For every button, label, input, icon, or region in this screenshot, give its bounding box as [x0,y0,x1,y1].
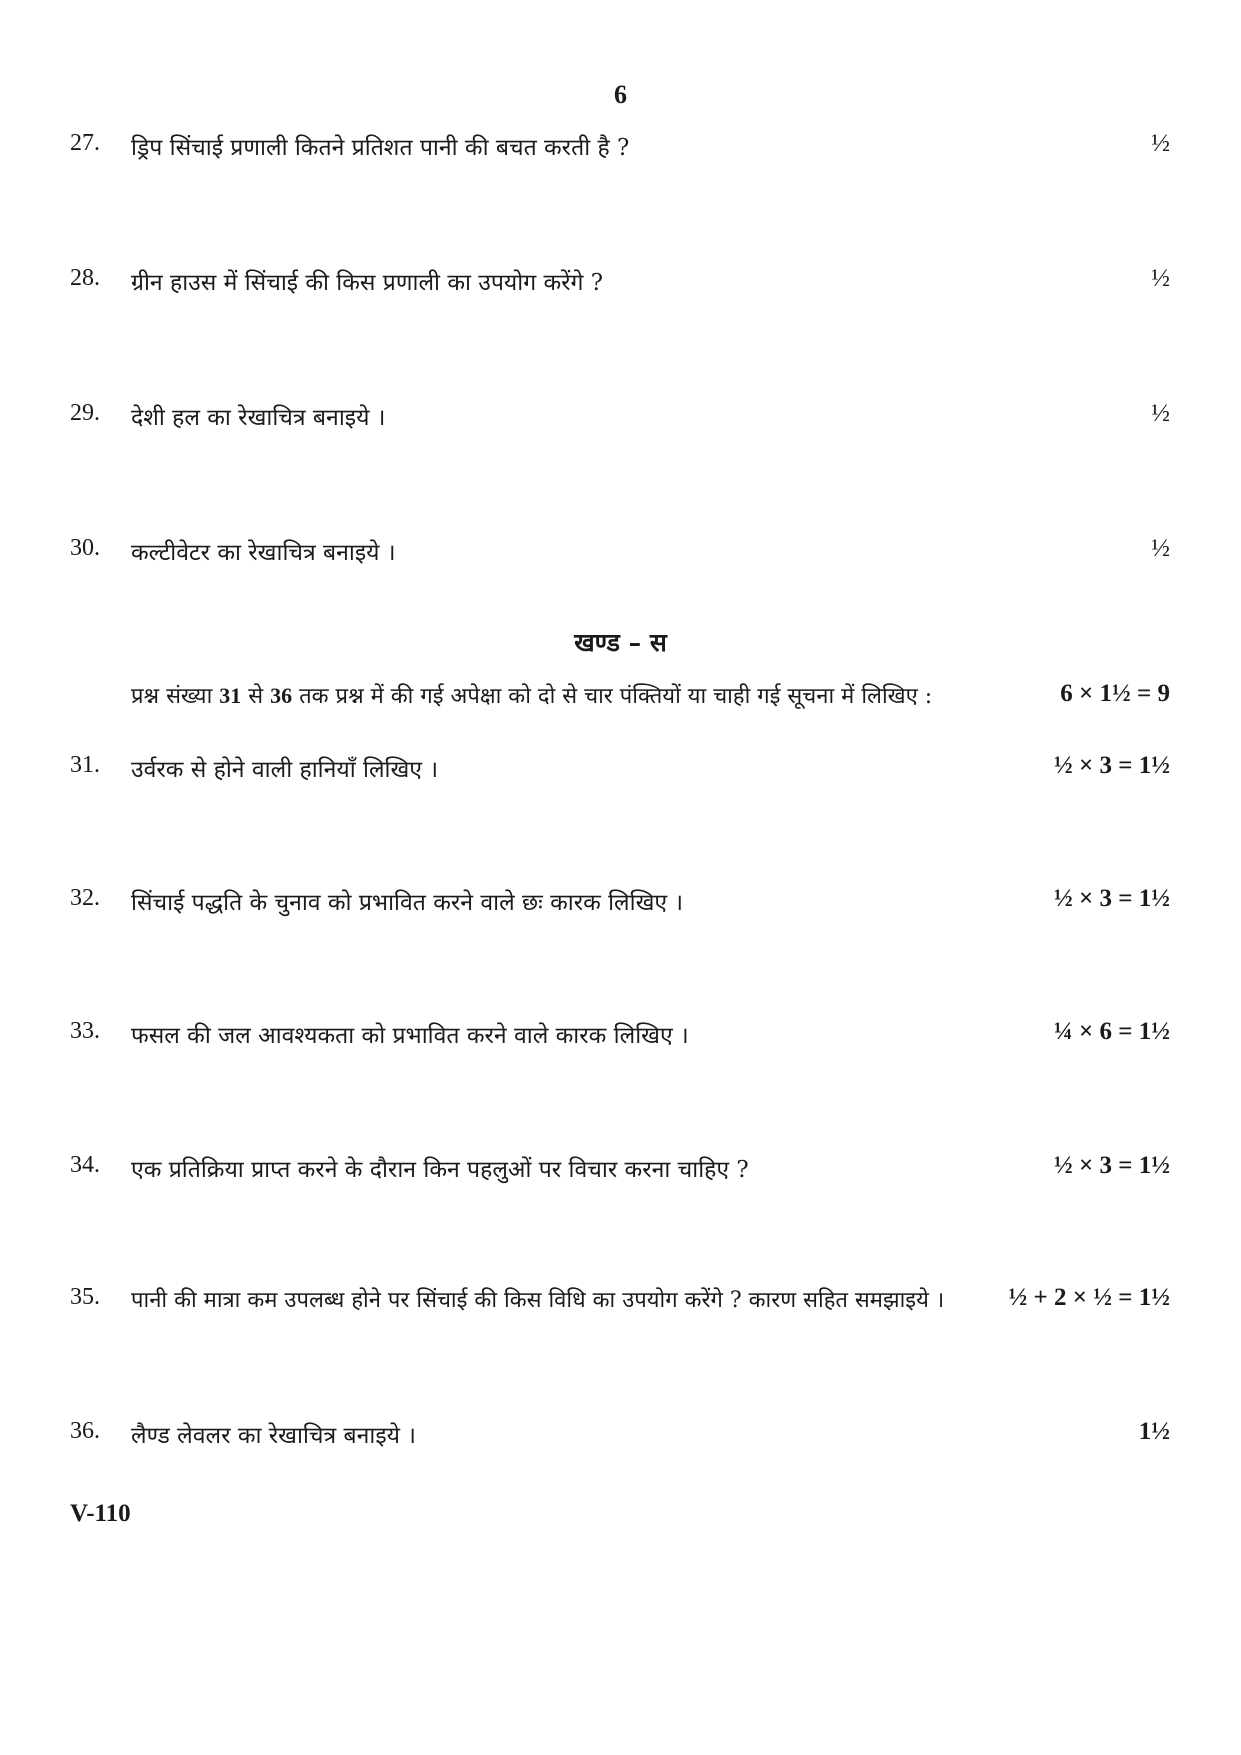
question-33 [70,1018,1170,1058]
question-marks: ½ [1151,535,1170,562]
section-instruction [131,680,1170,710]
instruction-marks: 6 × 1½ = 9 [1060,680,1170,707]
question-text: फसल की जल आवश्यकता को प्रभावित करने वाले कारक लिखिए । [131,1023,689,1049]
question-number: 36. [70,1418,100,1444]
question-29 [70,400,1170,440]
section-heading: खण्ड – स [574,628,667,657]
instruction-text: प्रश्न संख्या 31 से 36 तक प्रश्न में की गई अपेक्षा को दो से चार पंक्तियों या चाही गई सूचना में लिखिए : [131,683,933,709]
question-number: 28. [70,265,100,291]
question-marks: ½ × 3 = 1½ [1054,752,1170,779]
page-number: 6 [614,80,627,109]
question-number: 34. [70,1152,100,1178]
question-number: 31. [70,752,100,778]
question-text: उर्वरक से होने वाली हानियाँ लिखिए । [131,757,439,783]
paper-code: V-110 [70,1500,131,1527]
question-34 [70,1152,1170,1192]
question-text: ड्रिप सिंचाई प्रणाली कितने प्रतिशत पानी की बचत करती है ? [131,135,630,161]
question-number: 35. [70,1284,100,1310]
question-35 [70,1284,1170,1324]
question-text: देशी हल का रेखाचित्र बनाइये । [131,405,386,431]
question-27 [70,130,1170,170]
question-marks: ¼ × 6 = 1½ [1054,1018,1170,1045]
question-36 [70,1418,1170,1458]
question-number: 29. [70,400,100,426]
question-text: लैण्ड लेवलर का रेखाचित्र बनाइये । [131,1423,417,1449]
question-31 [70,752,1170,792]
question-number: 32. [70,885,100,911]
question-marks: ½ [1151,400,1170,427]
question-number: 30. [70,535,100,561]
question-text: ग्रीन हाउस में सिंचाई की किस प्रणाली का उपयोग करेंगे ? [131,270,604,296]
question-marks: ½ × 3 = 1½ [1054,885,1170,912]
question-marks: ½ + 2 × ½ = 1½ [1008,1284,1170,1311]
question-text: कल्टीवेटर का रेखाचित्र बनाइये । [131,540,396,566]
question-number: 33. [70,1018,100,1044]
question-marks: ½ [1151,130,1170,157]
question-marks: ½ [1151,265,1170,292]
question-text: सिंचाई पद्धति के चुनाव को प्रभावित करने वाले छः कारक लिखिए । [131,890,684,916]
question-30 [70,535,1170,575]
question-text: पानी की मात्रा कम उपलब्ध होने पर सिंचाई की किस विधि का उपयोग करेंगे ? कारण सहित समझाइये । [131,1288,945,1313]
question-28 [70,265,1170,305]
question-text: एक प्रतिक्रिया प्राप्त करने के दौरान किन पहलुओं पर विचार करना चाहिए ? [131,1157,749,1183]
question-marks: ½ × 3 = 1½ [1054,1152,1170,1179]
question-32 [70,885,1170,925]
question-marks: 1½ [1138,1418,1170,1445]
question-number: 27. [70,130,100,156]
